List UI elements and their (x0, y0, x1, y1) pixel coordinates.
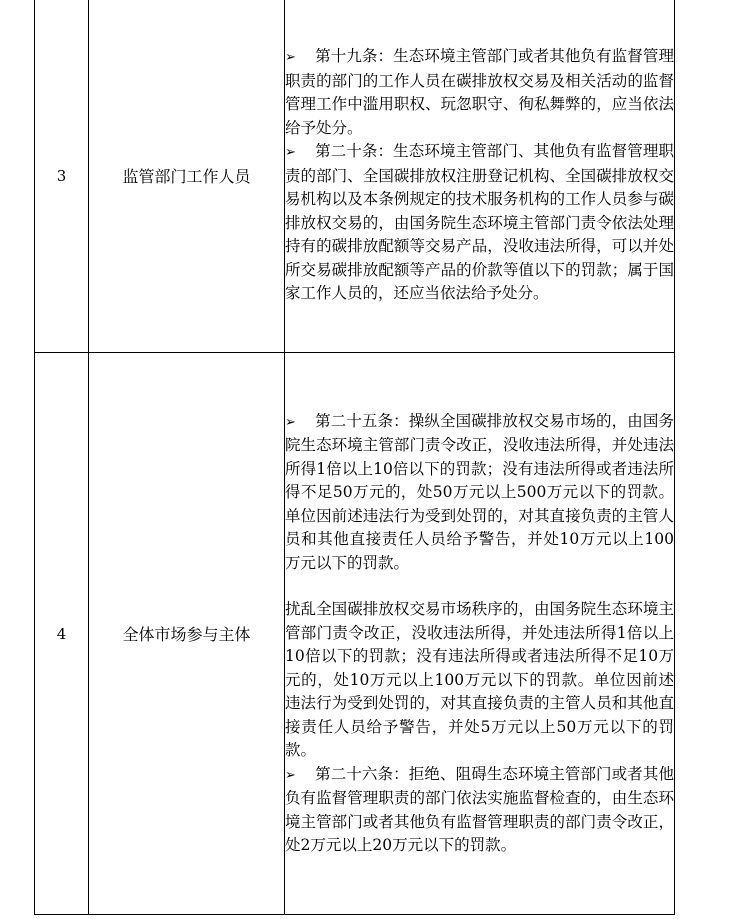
provision-paragraph (285, 410, 674, 576)
row-index: 3 (35, 0, 89, 353)
row-provisions (285, 0, 675, 353)
arrow-bullet-icon: ➢ (285, 767, 296, 783)
arrow-bullet-icon: ➢ (285, 414, 296, 430)
row-subject: 监管部门工作人员 (89, 0, 285, 353)
row-subject: 全体市场参与主体 (89, 353, 285, 915)
row-provisions (285, 353, 675, 915)
provision-text: 第二十条：生态环境主管部门、其他负有监督管理职责的部门、全国碳排放权注册登记机构、全国碳排放权交易机构以及本条例规定的技术服务机构的工作人员参与碳排放权交易的，由国务院生态环境主管部门责令依法处理持有的碳排放配额等交易产品，没收违法所得，可以并处所交易碳排放配额等产品的价款等值以下的罚款；属于国家工作人员的，还应当依法给予处分。 (285, 142, 674, 303)
provision-text: 第十九条：生态环境主管部门或者其他负有监督管理职责的部门的工作人员在碳排放权交易及相关活动的监督管理工作中滥用职权、玩忽职守、徇私舞弊的，应当依法给予处分。 (285, 47, 674, 137)
row-index: 4 (35, 353, 89, 915)
provision-paragraph (285, 140, 674, 306)
regulation-table (34, 0, 675, 915)
provision-paragraph (285, 763, 674, 858)
provision-text: 扰乱全国碳排放权交易市场秩序的，由国务院生态环境主管部门责令改正，没收违法所得，并处违法所得1倍以上10倍以下的罚款；没有违法所得或者违法所得不足10万元的，处10万元以上100万元以下的罚款。单位因前述违法行为受到处罚的，对其直接负责的主管人员和其他直接责任人员给予警告，并处5万元以上50万元以下的罚款。 (285, 600, 674, 759)
provision-text: 第二十五条：操纵全国碳排放权交易市场的，由国务院生态环境主管部门责令改正，没收违法所得，并处违法所得1倍以上10倍以下的罚款；没有违法所得或者违法所得不足50万元的，处50万元以上500万元以下的罚款。单位因前述违法行为受到处罚的，对其直接负责的主管人员和其他直接责任人员给予警告，并处10万元以上100万元以下的罚款。 (285, 411, 674, 572)
provision-paragraph (285, 598, 674, 763)
arrow-bullet-icon: ➢ (285, 145, 296, 161)
arrow-bullet-icon: ➢ (285, 50, 296, 66)
provision-text: 第二十六条：拒绝、阻碍生态环境主管部门或者其他负有监督管理职责的部门依法实施监督检查的，由生态环境主管部门或者其他负有监督管理职责的部门责令改正，处2万元以上20万元以下的罚款。 (285, 764, 674, 854)
provision-paragraph (285, 45, 674, 140)
table-row (35, 353, 675, 915)
table-row (35, 0, 675, 353)
